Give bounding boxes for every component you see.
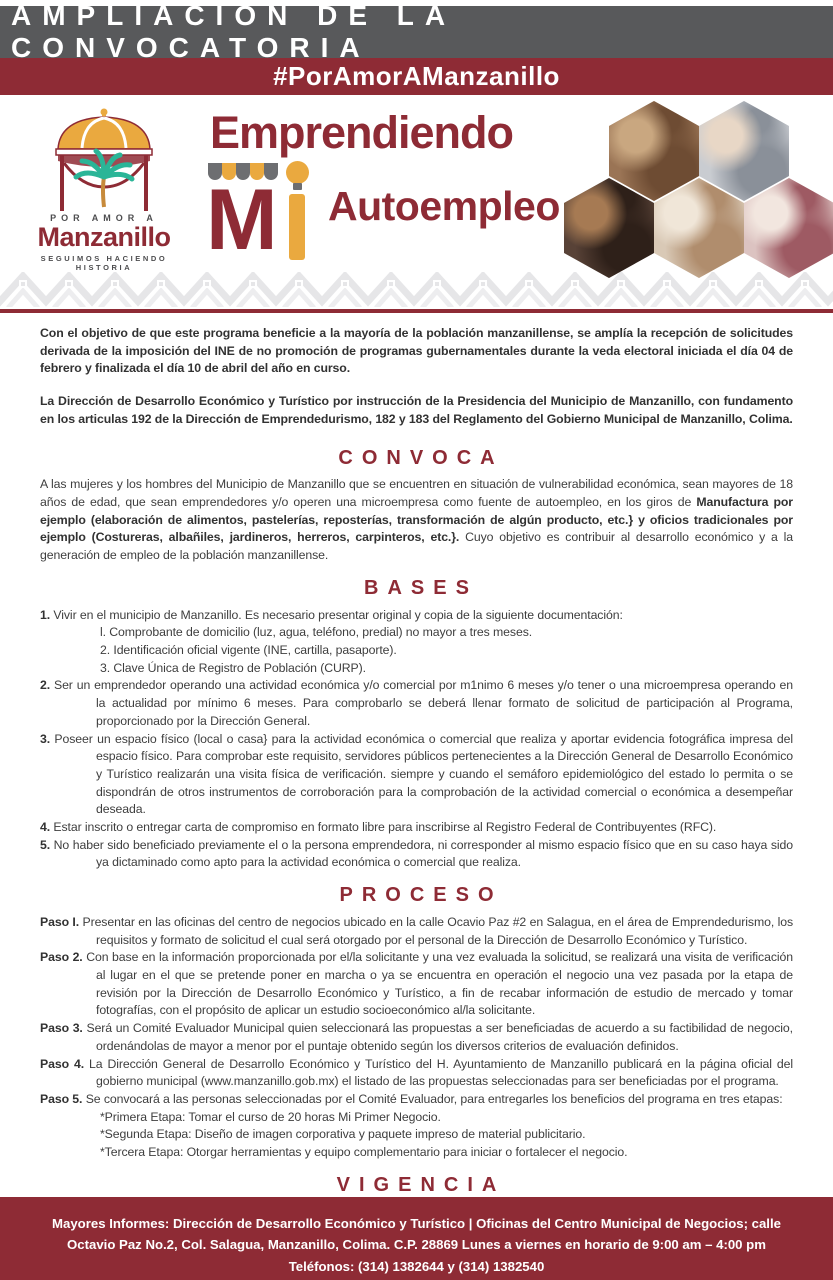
manzanillo-logo: [26, 99, 182, 272]
list-item: Paso 2. Con base en la información proporcionada por el/la solicitante y una vez evaluada la solicitud, se realizará una visita de verificación al lugar en el que se pretende poner en marcha o ya se encuentra en operación el negocio una vez pasada por la etapa de revisión por la Dirección de Desarrollo Económico y Turístico, a fin de recabar información de estudio de mercado y tomar fotografías, con el propósito de aplicar un estudio socioeconómico al/la solicitante.: [40, 950, 793, 1018]
photo-collage: [561, 99, 823, 272]
intro-paragraph-2: La Dirección de Desarrollo Económico y Turístico por instrucción de la Presidencia del Municipio de Manzanillo, con fundamento en los articulas 192 de la Dirección de Emprendedurismo, 182 y 183 del Reglamento del Gobierno Municipal de Manzanillo, Colima.: [40, 394, 793, 426]
logo-city-name: Manzanillo: [37, 222, 171, 252]
title-emprendiendo: Emprendiendo: [210, 107, 514, 158]
logo-tagline: SEGUIMOS HACIENDO HISTORIA: [40, 254, 168, 273]
list-item: Paso I. Presentar en las oficinas del centro de negocios ubicado en la calle Ocavio Paz #2 en Salagua, en el área de Emprendedurismo, los requisitos y formato de solicitud el cual será otorgado por el personal de la Dirección de Desarrollo Económico y Turístico.: [40, 914, 793, 947]
heading-vigencia: VIGENCIA: [336, 1173, 506, 1196]
program-title: [182, 99, 561, 272]
logo-arc-text: POR AMOR A: [50, 213, 158, 223]
footer-line: Mayores Informes: Dirección de Desarrollo Económico y Turístico | Oficinas del Centro Municipal de Negocios; calle: [52, 1216, 781, 1231]
sub-item: l. Comprobante de domicilio (luz, agua, teléfono, predial) no mayor a tres meses.: [100, 625, 533, 640]
list-item: Paso 5. Se convocará a las personas seleccionadas por el Comité Evaluador, para entregarles los beneficios del programa en tres etapas:: [40, 1092, 783, 1106]
footer-contact: [0, 1197, 833, 1280]
banner-ampliacion: [0, 0, 833, 63]
sub-item: *Tercera Etapa: Otorgar herramientas y equipo complementario para iniciar o fortalecer el negocio.: [100, 1145, 628, 1160]
heading-proceso: PROCESO: [339, 884, 503, 907]
autoempleo-auto: Auto: [328, 183, 420, 229]
sub-item: *Primera Etapa: Tomar el curso de 20 horas Mi Primer Negocio.: [100, 1109, 441, 1124]
lightbulb-icon: [286, 161, 309, 184]
sub-item: 3. Clave Única de Registro de Población (CURP).: [100, 660, 366, 675]
list-item: 5. No haber sido beneficiado previamente el o la persona emprendedora, ni corresponder al mismo espacio físico que en su caso haya sido ya dictaminado como apto para la actividad económica o comercial que realiza.: [40, 837, 794, 870]
title-autoempleo: [328, 183, 560, 230]
list-item: Paso 3. Será un Comité Evaluador Municipal quien seleccionará las propuestas a ser beneficiadas de acuerdo a su factibilidad de negocio, ordenándolas de mayor a menor por el puntaje obtenido según los diversos criterios de evaluación definidos.: [40, 1021, 793, 1053]
footer-line: Teléfonos: (314) 1382644 y (314) 1382540: [288, 1258, 545, 1274]
header: [0, 95, 833, 272]
convoca-seg2: Manufactura por ejemplo (elaboración de alimentos, pastelerías, reposterías, transformación de algún producto, etc.} y oficios tradicionales por ejemplo (Costureras, albañiles, jardineros, herreros, carpinteros, etc.}.: [40, 495, 793, 545]
mi-letter-m: M: [206, 172, 278, 268]
sub-item: 2. Identificación oficial vigente (INE, cartilla, pasaporte).: [100, 643, 397, 658]
gazebo-palm-icon: [26, 107, 182, 215]
document-body: [0, 313, 833, 1197]
mi-letter-i-bar: [289, 194, 305, 260]
intro-paragraph-1: Con el objetivo de que este programa beneficie a la mayoría de la población manzanillense, se amplía la recepción de solicitudes derivada de la imposición del INE de no promoción de programas gubernamentales durante la veda electoral iniciada el día 04 de febrero y finalizada el día 10 de abril del año en curso.: [40, 326, 793, 376]
convoca-paragraph: [40, 476, 793, 565]
proceso-list: [40, 914, 793, 1162]
list-item: 2. Ser un emprendedor operando una actividad económica y/o comercial por m1nimo 6 meses y/o tener o una microempresa operando en la actualidad por mínimo 6 meses. Para comprobarlo se deberá llenar formato de solicitud de participación al Programa, proporcionado por la Dirección General.: [40, 678, 793, 728]
convoca-seg1: A las mujeres y los hombres del Municipio de Manzanillo que se encuentren en situación de vulnerabilidad económica, sean mayores de 18 años de edad, que sean emprendedores y/o operen una microempresa como fuente de autoempleo, en los giros de: [40, 477, 793, 510]
footer-line: Octavio Paz No.2, Col. Salagua, Manzanillo, Colima. C.P. 28869 Lunes a viernes en horario de 9:00 am – 4:00 pm: [67, 1237, 766, 1253]
mi-logo: [208, 161, 314, 269]
list-item: 1. Vivir en el municipio de Manzanillo. Es necesario presentar original y copia de la siguiente documentación:: [40, 607, 623, 622]
banner-ampliacion-text: AMPLIACIÓN DE LA CONVOCATORIA: [11, 0, 456, 63]
heading-convoca: CONVOCA: [338, 446, 504, 469]
list-item: 3. Poseer un espacio físico (local o casa} para la actividad económica o comercial que realiza y aportar evidencia fotográfica impresa del espacio físico. Para comprobar este requisito, servidores públicos pertenecientes a la Dirección General de Desarrollo Económico y Turístico realizarán una visita física de verificación. siempre y cuando el semáforo epidemiológico del estado lo permita o se dispondrán de otros instrumentos de corroboración para la comprobación de la actividad comercial o económica a desempeñar deseada.: [40, 731, 794, 817]
bases-list: [40, 607, 793, 873]
hashtag-text: #PorAmorAManzanillo: [273, 61, 560, 91]
sub-item: *Segunda Etapa: Diseño de imagen corporativa y paquete impreso de material publicitario.: [100, 1127, 586, 1142]
list-item: Paso 4. La Dirección General de Desarrollo Económico y Turístico del H. Ayuntamiento de Manzanillo publicará en la página oficial del gobierno municipal (www.manzanillo.gob.mx) el listado de las propuestas seleccionadas para ser beneficiadas por el programa.: [40, 1056, 793, 1089]
convoca-seg3: Cuyo objetivo es contribuir al desarrollo económico y a la generación de empleo de la población manzanillense.: [40, 530, 793, 563]
heading-bases: BASES: [364, 576, 478, 599]
list-item: 4. Estar inscrito o entregar carta de compromiso en formato libre para inscribirse al Registro Federal de Contribuyentes (RFC).: [40, 820, 717, 835]
aztec-pattern-band: [0, 272, 833, 307]
autoempleo-empleo: empleo: [419, 183, 560, 229]
